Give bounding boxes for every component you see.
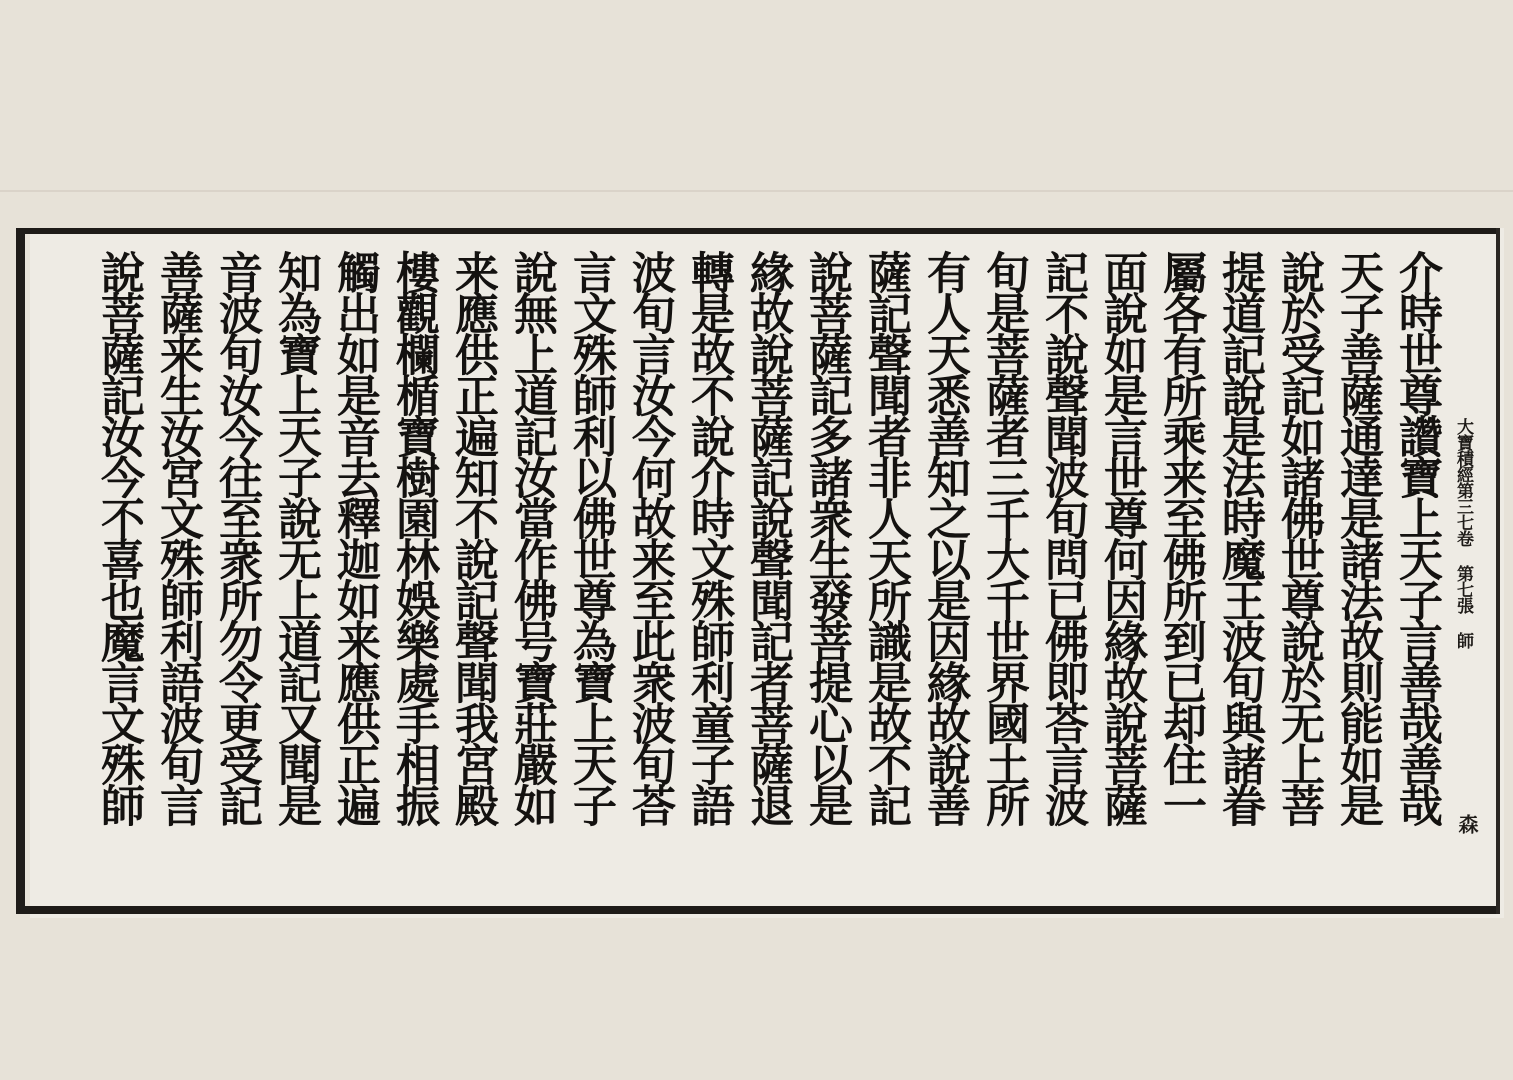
frame-border-left bbox=[16, 228, 25, 914]
text-column: 善薩来生汝宮文殊師利語波旬言 bbox=[152, 250, 203, 824]
text-column: 轉是故不說介時文殊師利童子語 bbox=[683, 250, 734, 824]
text-column: 知為寶上天子說无上道記又聞是 bbox=[270, 250, 321, 824]
text-column: 緣故說菩薩記說聲聞記者菩薩退 bbox=[742, 250, 793, 824]
text-column: 說無上道記汝當作佛号寶莊嚴如 bbox=[506, 250, 557, 824]
text-column: 面說如是言世尊何因緣故說菩薩 bbox=[1096, 250, 1147, 824]
text-column: 天子善薩通達是諸法故則能如是 bbox=[1332, 250, 1383, 824]
marginal-title: 大寶積經第三七卷 第七張 師 bbox=[1453, 418, 1473, 648]
text-column: 樓觀欄楯寶樹園林娛樂處手相振 bbox=[388, 250, 439, 824]
text-column: 言文殊師利以佛世尊為寶上天子 bbox=[565, 250, 616, 824]
text-column: 說菩薩記汝今不喜也魔言文殊師 bbox=[93, 250, 144, 824]
text-column: 觸出如是音去釋迦如来應供正遍 bbox=[329, 250, 380, 824]
text-column: 介時世尊讚寶上天子言善哉善哉 bbox=[1391, 250, 1442, 824]
paper-fold-line bbox=[0, 190, 1513, 192]
frame-border-top bbox=[16, 228, 1500, 234]
frame-border-bottom bbox=[16, 906, 1500, 914]
text-column: 屬各有所乘来至佛所到已却住一 bbox=[1155, 250, 1206, 824]
text-column: 旬是菩薩者三千大千世界國土所 bbox=[978, 250, 1029, 824]
text-column: 波旬言汝今何故来至此衆波旬荅 bbox=[624, 250, 675, 824]
marginal-mark: 森 bbox=[1455, 814, 1479, 834]
text-column: 音波旬汝今往至衆所勿令更受記 bbox=[211, 250, 262, 824]
text-column: 有人天悉善知之以是因緣故說善 bbox=[919, 250, 970, 824]
text-column: 提道記說是法時魔王波旬與諸眷 bbox=[1214, 250, 1265, 824]
text-column: 記不說聲聞波旬問已佛即荅言波 bbox=[1037, 250, 1088, 824]
text-column: 来應供正遍知不說記聲聞我宮殿 bbox=[447, 250, 498, 824]
text-column: 說菩薩記多諸衆生發菩提心以是 bbox=[801, 250, 852, 824]
frame-border-right bbox=[1496, 228, 1500, 914]
text-column: 薩記聲聞者非人天所識是故不記 bbox=[860, 250, 911, 824]
text-column: 說於受記如諸佛世尊說於无上菩 bbox=[1273, 250, 1324, 824]
